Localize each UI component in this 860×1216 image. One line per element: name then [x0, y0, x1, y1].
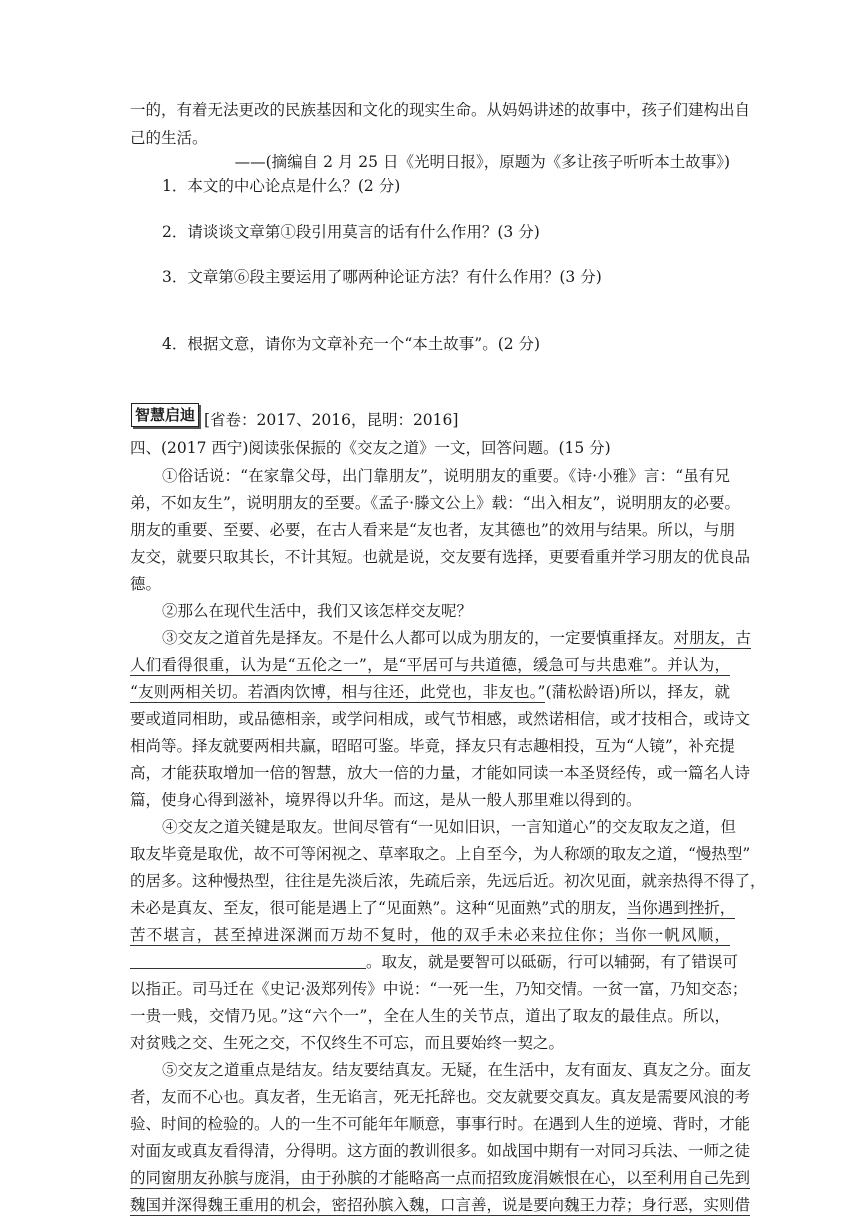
question-2: 2．请谈谈文章第①段引用莫言的话有什么作用？(3 分) [162, 223, 540, 241]
p2-line-1: ②那么在现代生活中，我们又该怎样交友呢？ [162, 602, 473, 620]
p3-line-5: 相尚等。择友就要两相共赢，昭昭可鉴。毕竟，择友只有志趣相投，互为“人镜”，补充提 [130, 737, 735, 755]
section-header: 四、(2017 西宁)阅读张保振的《交友之道》一文，回答问题。(15 分) [130, 439, 611, 457]
p1-line-2: 弟，不如友生”，说明朋友的至要。《孟子·滕文公上》载：“出入相友”，说明朋友的必要。 [130, 494, 740, 512]
p4-line-8: 一贵一贱，交情乃见。”这“六个一”，全在人生的关节点，道出了取友的最佳点。所以， [130, 1007, 730, 1025]
wisdom-badge: 智慧启迪 [131, 403, 199, 427]
p3-line-2: 人们看得很重，认为是“五伦之一”，是“平居可与共道德，缓急可与共患难”。并认为， [130, 656, 730, 674]
p1-line-1: ①俗话说：“在家靠父母，出门靠朋友”，说明朋友的重要。《诗·小雅》言：“虽有兄 [162, 467, 730, 485]
p5-line-2: 者，友而不心也。真友者，生无谄言，死无托辞也。交友就要交真友。真友是需要风浪的考 [130, 1088, 751, 1106]
p4-line-5: 苦不堪言，甚至掉进深渊而万劫不复时，他的双手未必来拉住你；当你一帆风顺， [130, 926, 730, 944]
badge-note: [省卷：2017、2016，昆明：2016] [204, 411, 459, 429]
p5-line-1: ⑤交友之道重点是结友。结友要结真友。无疑，在生活中，友有面友、真友之分。面友 [162, 1061, 752, 1079]
p5-line-4: 对面友或真友看得清，分得明。这方面的教训很多。如战国中期有一对同习兵法、一师之徒 [130, 1142, 751, 1160]
p4-line-7: 以指正。司马迁在《史记·汲郑列传》中说：“一死一生，乃知交情。一贫一富，乃知交态； [130, 980, 748, 998]
p4-line-2: 取友毕竟是取优，故不可等闲视之、草率取之。上自至今，为人称颂的取友之道，“慢热型” [130, 845, 751, 863]
p5-line-5: 的同窗朋友孙膑与庞涓，由于孙膑的才能略高一点而招致庞涓嫉恨在心，以至利用自己先到 [130, 1169, 751, 1187]
p4-line-1: ④交友之道关键是取友。世间尽管有“一见如旧识，一言知道心”的交友取友之道，但 [162, 818, 736, 836]
p3-line-6: 高，才能获取增加一倍的智慧，放大一倍的力量，才能如同读一本圣贤经传，或一篇名人诗 [130, 764, 751, 782]
question-3: 3．文章第⑥段主要运用了哪两种论证方法？有什么作用？(3 分) [162, 268, 602, 286]
p4-line-4: 未必是真友、至友，很可能是遇上了“见面熟”。这种“见面熟”式的朋友，当你遇到挫折， [130, 899, 736, 917]
p5-line-3: 验、时间的检验的。人的一生不可能年年顺意，事事行时。在遇到人生的逆境、背时，才能 [130, 1115, 751, 1133]
source-citation: ——(摘编自 2 月 25 日《光明日报》，原题为《多让孩子听听本土故事》) [234, 153, 730, 171]
p3-line-4: 要或道同相助，或品德相亲，或学问相成，或气节相感，或然诺相信，或才技相合，或诗文 [130, 710, 751, 728]
p4-line-6: 。取友，就是要智可以砥砺，行可以辅弼，有了错误可 [130, 952, 730, 972]
fill-in-blank[interactable] [130, 954, 366, 969]
p3-line-7: 篇，使身心得到滋补，境界得以升华。而这，是从一般人那里难以得到的。 [130, 791, 642, 809]
p5-line-6: 魏国并深得魏王重用的机会，密招孙膑入魏，口言善，说是要向魏王力荐；身行恶，实则借 [130, 1196, 751, 1214]
p4-line-3: 的居多。这种慢热型，往往是先淡后浓，先疏后亲，先远后近。初次见面，就亲热得不得了， [130, 872, 766, 890]
p1-line-4: 友交，就要只取其长，不计其短。也就是说，交友要有选择，更要看重并学习朋友的优良品 [130, 548, 751, 566]
p4-line-9: 对贫贱之交、生死之交，不仅终生不可忘，而且要始终一契之。 [130, 1034, 565, 1052]
p1-line-5: 德。 [130, 575, 162, 593]
p1-line-3: 朋友的重要、至要、必要，在古人看来是“友也者，友其德也”的效用与结果。所以，与朋 [130, 521, 735, 539]
intro-line-2: 己的生活。 [130, 129, 208, 147]
p3-line-1: ③交友之道首先是择友。不是什么人都可以成为朋友的，一定要慎重择友。对朋友，古 [162, 629, 752, 647]
p3-line-3: “友则两相关切。若酒肉饮博，相与往还，此党也，非友也。”(蒲松龄语)所以，择友，就 [130, 683, 730, 701]
intro-line-1: 一的，有着无法更改的民族基因和文化的现实生命。从妈妈讲述的故事中，孩子们建构出自 [130, 101, 751, 119]
question-4: 4．根据文意，请你为文章补充一个“本土故事”。(2 分) [162, 335, 541, 353]
question-1: 1．本文的中心论点是什么？(2 分) [162, 177, 401, 195]
